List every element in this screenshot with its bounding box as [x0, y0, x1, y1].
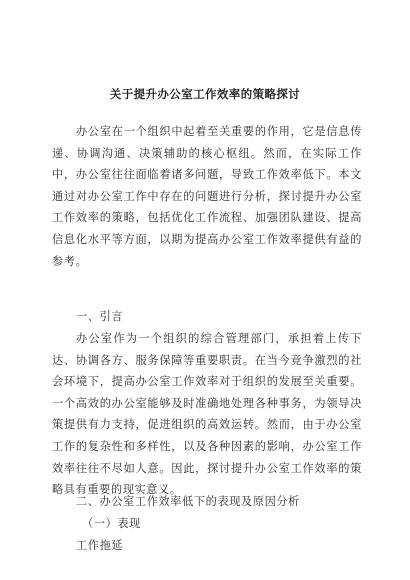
paragraph-abstract: 办公室在一个组织中起着至关重要的作用，它是信息传递、协调沟通、决策辅助的核心枢纽。然而，在实际工作中，办公室往往面临着诸多问题，导致工作效率低下。本文通过对办公室工作中存在的问题进行分析，探讨提升办公室工作效率的策略，包括优化工作流程、加强团队建设、提高信息化水平等方面，以期为提高办公室工作效率提供有益的参考。 [52, 125, 362, 268]
subsection-heading-manifestation: （一）表现 [82, 517, 141, 530]
section-heading-analysis: 二、办公室工作效率低下的表现及原因分析 [76, 495, 300, 508]
section-heading-introduction: 一、引言 [76, 310, 124, 323]
item-heading-procrastination: 工作拖延 [76, 539, 124, 552]
document-title: 关于提升办公室工作效率的策略探讨 [109, 87, 301, 101]
paragraph-introduction: 办公室作为一个组织的综合管理部门，承担着上传下达、协调各方、服务保障等重要职责。在当今竞争激烈的社会环境下，提高办公室工作效率对于组织的发展至关重要。一个高效的办公室能够及时准确地处理各种事务，为领导决策提供有力支持，促进组织的高效运转。然而，由于办公室工作的复杂性和多样性，以及各种因素的影响，办公室工作效率往往不尽如人意。因此，探讨提升办公室工作效率的策略具有重要的现实意义。 [52, 332, 362, 497]
